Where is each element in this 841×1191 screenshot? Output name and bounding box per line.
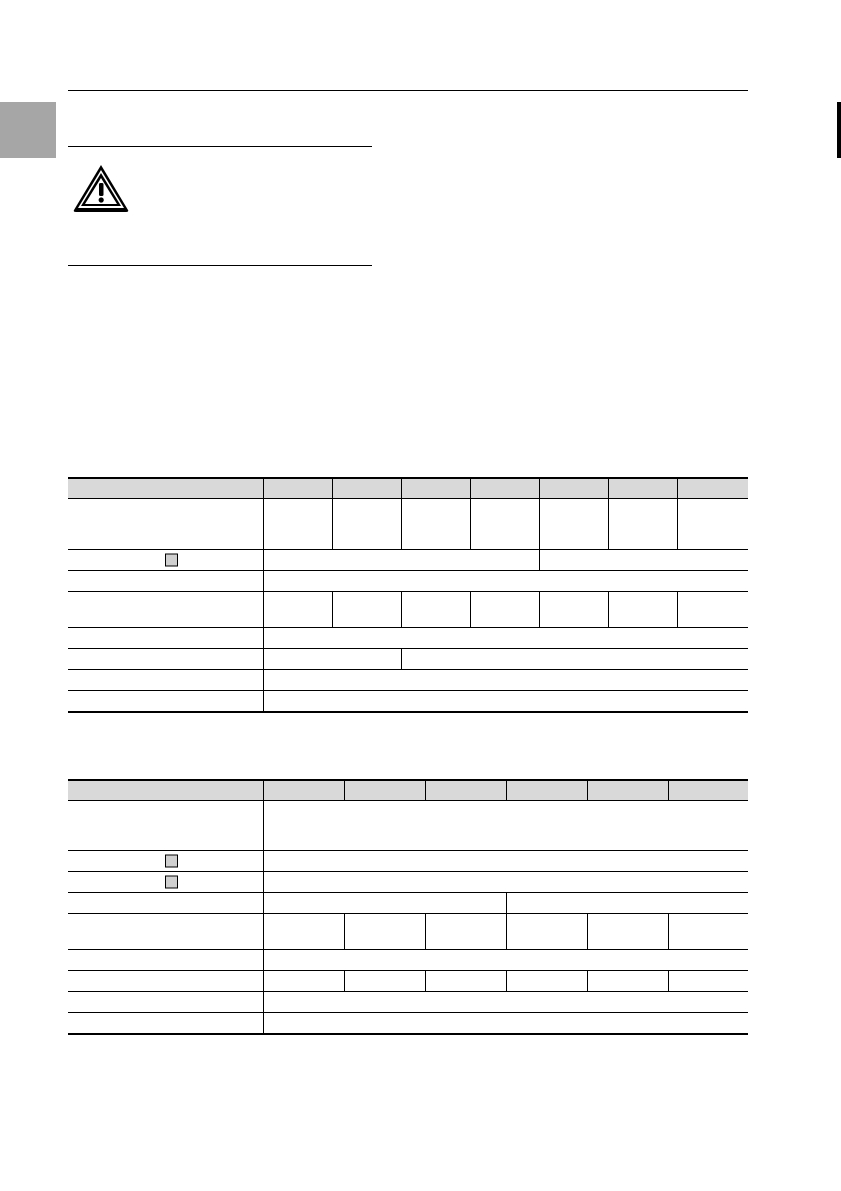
value-cell bbox=[425, 971, 506, 992]
value-cell bbox=[263, 691, 748, 712]
value-cell bbox=[401, 592, 470, 628]
header-cell bbox=[401, 478, 470, 499]
param-cell bbox=[68, 851, 263, 872]
chapter-tab bbox=[0, 102, 56, 158]
table-row bbox=[68, 628, 748, 649]
page-edge-marker bbox=[837, 102, 841, 158]
value-cell bbox=[470, 592, 539, 628]
param-cell bbox=[68, 893, 263, 914]
table-row bbox=[68, 872, 748, 893]
spec-table-1 bbox=[68, 477, 748, 713]
header-cell bbox=[425, 780, 506, 801]
table-row bbox=[68, 950, 748, 971]
param-cell bbox=[68, 670, 263, 691]
header-cell bbox=[68, 780, 263, 801]
param-cell bbox=[68, 801, 263, 851]
header-cell bbox=[587, 780, 668, 801]
param-cell bbox=[68, 914, 263, 950]
value-cell bbox=[263, 992, 748, 1013]
table-row bbox=[68, 801, 748, 851]
value-cell bbox=[263, 592, 332, 628]
table-row bbox=[68, 550, 748, 571]
value-cell bbox=[263, 893, 506, 914]
param-cell bbox=[68, 950, 263, 971]
value-cell bbox=[587, 914, 668, 950]
table-row bbox=[68, 893, 748, 914]
value-cell bbox=[332, 499, 401, 550]
warning-triangle-icon bbox=[72, 163, 130, 213]
value-cell bbox=[401, 649, 748, 670]
param-cell bbox=[68, 592, 263, 628]
param-cell bbox=[68, 691, 263, 712]
header-cell bbox=[344, 780, 425, 801]
value-cell bbox=[506, 893, 748, 914]
value-cell bbox=[539, 592, 608, 628]
header-cell bbox=[677, 478, 748, 499]
value-cell bbox=[344, 971, 425, 992]
param-cell bbox=[68, 628, 263, 649]
value-cell bbox=[263, 628, 748, 649]
table-row bbox=[68, 499, 748, 550]
header-cell bbox=[668, 780, 748, 801]
value-cell bbox=[608, 592, 677, 628]
value-cell bbox=[263, 1013, 748, 1034]
gray-square-icon bbox=[165, 876, 178, 889]
value-cell bbox=[263, 872, 748, 893]
table-row bbox=[68, 971, 748, 992]
param-cell bbox=[68, 872, 263, 893]
value-cell bbox=[677, 499, 748, 550]
table-row bbox=[68, 670, 748, 691]
spec-table-2 bbox=[68, 779, 748, 1035]
value-cell bbox=[263, 971, 344, 992]
value-cell bbox=[263, 499, 332, 550]
value-cell bbox=[539, 499, 608, 550]
value-cell bbox=[668, 914, 748, 950]
param-cell bbox=[68, 649, 263, 670]
value-cell bbox=[539, 550, 748, 571]
warning-rule-top bbox=[68, 146, 372, 147]
table-row bbox=[68, 691, 748, 712]
header-cell bbox=[539, 478, 608, 499]
header-cell bbox=[470, 478, 539, 499]
gray-square-icon bbox=[165, 554, 178, 567]
value-cell bbox=[263, 950, 748, 971]
header-cell bbox=[68, 478, 263, 499]
table-row bbox=[68, 571, 748, 592]
value-cell bbox=[263, 914, 344, 950]
table-row bbox=[68, 992, 748, 1013]
value-cell bbox=[263, 851, 748, 872]
value-cell bbox=[506, 914, 587, 950]
warning-rule-bottom bbox=[68, 265, 372, 266]
header-cell bbox=[506, 780, 587, 801]
header-cell bbox=[263, 478, 332, 499]
value-cell bbox=[263, 801, 748, 851]
value-cell bbox=[470, 499, 539, 550]
table-row bbox=[68, 649, 748, 670]
param-cell bbox=[68, 971, 263, 992]
value-cell bbox=[263, 550, 539, 571]
value-cell bbox=[506, 971, 587, 992]
table-row bbox=[68, 914, 748, 950]
value-cell bbox=[677, 592, 748, 628]
header-cell bbox=[332, 478, 401, 499]
table-row bbox=[68, 851, 748, 872]
header-rule bbox=[68, 90, 748, 91]
value-cell bbox=[332, 592, 401, 628]
value-cell bbox=[587, 971, 668, 992]
value-cell bbox=[263, 670, 748, 691]
header-cell bbox=[608, 478, 677, 499]
value-cell bbox=[263, 649, 401, 670]
table-header-row bbox=[68, 780, 748, 801]
table-header-row bbox=[68, 478, 748, 499]
param-cell bbox=[68, 992, 263, 1013]
param-cell bbox=[68, 571, 263, 592]
header-cell bbox=[263, 780, 344, 801]
gray-square-icon bbox=[165, 855, 178, 868]
param-cell bbox=[68, 499, 263, 550]
value-cell bbox=[344, 914, 425, 950]
table-row bbox=[68, 592, 748, 628]
value-cell bbox=[263, 571, 748, 592]
value-cell bbox=[401, 499, 470, 550]
value-cell bbox=[668, 971, 748, 992]
param-cell bbox=[68, 550, 263, 571]
table-row bbox=[68, 1013, 748, 1034]
value-cell bbox=[425, 914, 506, 950]
value-cell bbox=[608, 499, 677, 550]
param-cell bbox=[68, 1013, 263, 1034]
